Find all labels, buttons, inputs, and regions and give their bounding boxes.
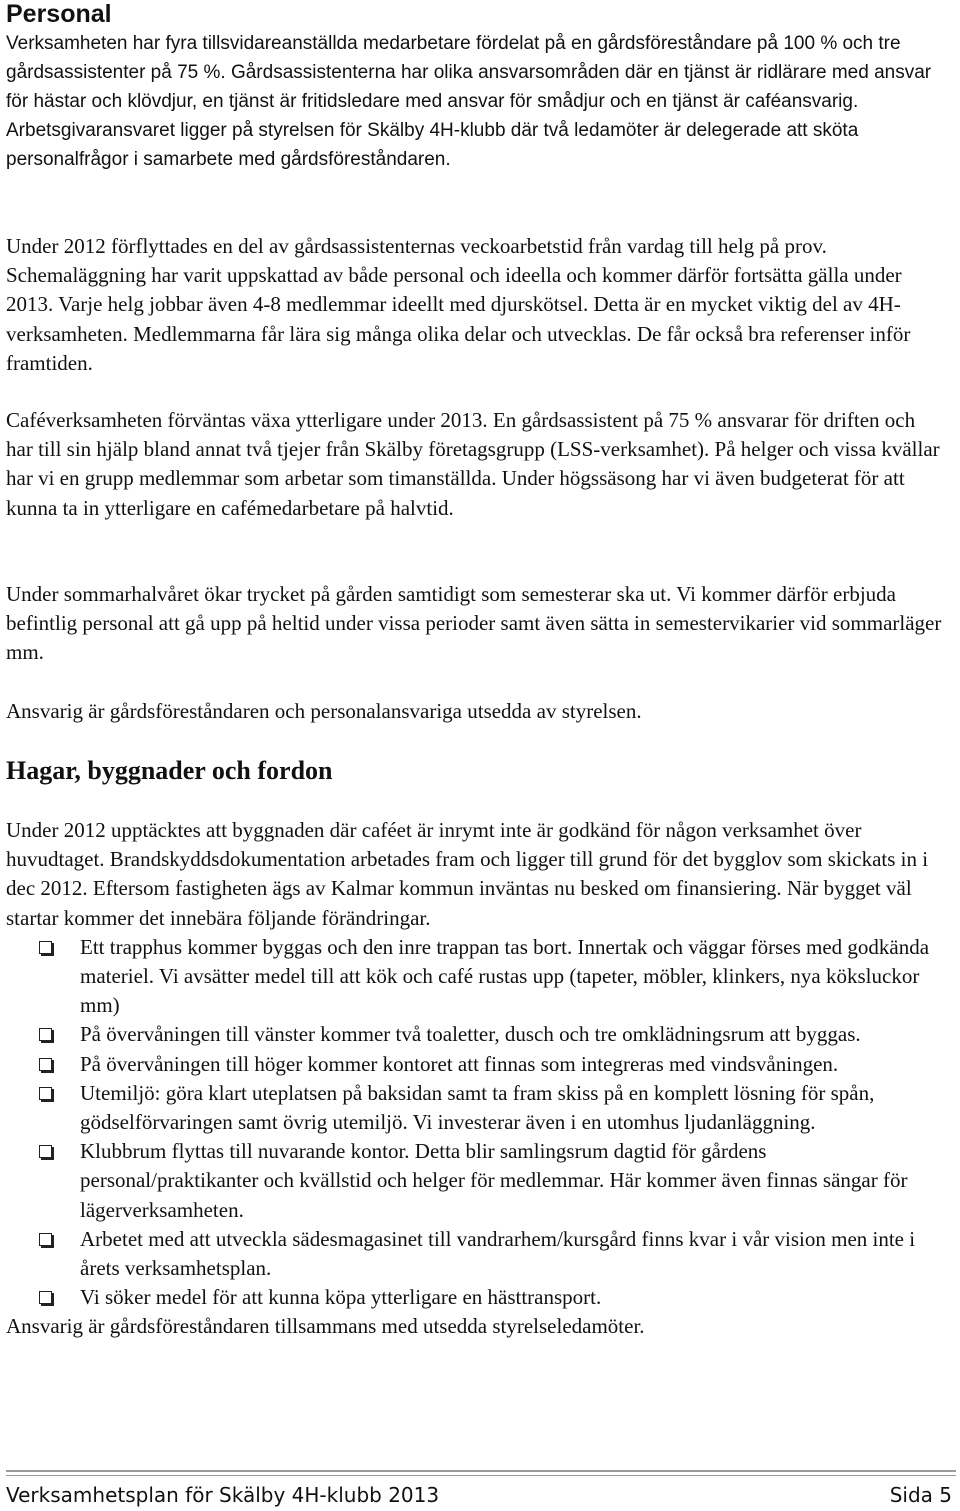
list-item: Vi söker medel för att kunna köpa ytterligare en hästtransport. — [6, 1283, 946, 1312]
footer-divider — [6, 1475, 956, 1476]
list-item: Arbetet med att utveckla sädesmagasinet till vandrarhem/kursgård finns kvar i vår vision men inte i årets verksamhetsplan. — [6, 1225, 946, 1283]
checkbox-bullet-icon — [39, 1087, 52, 1100]
page-footer — [6, 1470, 956, 1507]
checkbox-bullet-icon — [39, 1291, 52, 1304]
section-hagar — [6, 756, 946, 786]
section-personal — [6, 0, 946, 174]
paragraph-summer: Under sommarhalvåret ökar trycket på gården samtidigt som semesterar ska ut. Vi kommer därför erbjuda befintlig personal att gå upp på heltid under vissa perioder samt även sätta in semestervikarier vid sommarläger mm. — [6, 582, 942, 665]
paragraph-cafe: Caféverksamheten förväntas växa ytterligare under 2013. En gårdsassistent på 75 % ansvarar för driften och har till sin hjälp bland annat två tjejer från Skälby företagsgrupp (LSS-verksamhet). På helger och vissa kvällar har vi en grupp medlemmar som arbetar som timanställda. Under högssäsong har vi även budgeterat för att kunna ta in ytterligare en cafémedarbetare på halvtid. — [6, 408, 940, 520]
section-cafe — [6, 406, 946, 523]
list-item: På övervåningen till höger kommer kontoret att finnas som integreras med vindsvåningen. — [6, 1050, 946, 1079]
list-item: Klubbrum flyttas till nuvarande kontor. Detta blir samlingsrum dagtid för gårdens personal/praktikanter och kvällstid och helger för medlemmar. Här kommer även finnas sängar för lägerverksamheten. — [6, 1137, 946, 1225]
checkbox-bullet-icon — [39, 941, 52, 954]
paragraph-hagar-closing: Ansvarig är gårdsföreståndaren tillsammans med utsedda styrelseledamöter. — [6, 1314, 645, 1339]
paragraph-personal-staff: Verksamheten har fyra tillsvidareanställda medarbetare fördelat på en gårdsföreståndare på 100 % och tre gårdsassistenter på 75 %. Gårdsassistenterna har olika ansvarsområden där en tjänst är ridlärare med ansvar för hästar och klövdjur, en tjänst är fritidsledare med ansvar för smådjur och en tjänst är caféansvarig. Arbetsgivaransvaret ligger på styrelsen för Skälby 4H-klubb där två ledamöter är delegerade att sköta personalfrågor i samarbete med gårdsföreståndaren. — [6, 33, 932, 170]
heading-personal: Personal — [6, 0, 112, 28]
list-item: Utemiljö: göra klart uteplatsen på baksidan samt ta fram skiss på en komplett lösning för spån, gödselförvaringen samt övrig utemiljö. Vi investerar även i en utomhus ljudanläggning. — [6, 1079, 946, 1137]
section-hagar-body — [6, 816, 946, 1342]
checkbox-bullet-icon — [39, 1145, 52, 1158]
list-item: På övervåningen till vänster kommer två toaletter, dusch och tre omklädningsrum att byggas. — [6, 1020, 946, 1049]
footer-title: Verksamhetsplan för Skälby 4H-klubb 2013 — [6, 1483, 440, 1507]
checklist — [6, 933, 946, 1313]
page-number: Sida 5 — [889, 1483, 952, 1507]
paragraph-responsible: Ansvarig är gårdsföreståndaren och personalansvariga utsedda av styrelsen. — [6, 699, 642, 723]
checkbox-bullet-icon — [39, 1233, 52, 1246]
paragraph-hagar-intro: Under 2012 upptäcktes att byggnaden där caféet är inrymt inte är godkänd för någon verksamhet över huvudtaget. Brandskyddsdokumentation arbetades fram och ligger till grund för det bygglov som skickats in i dec 2012. Eftersom fastigheten ägs av Kalmar kommun inväntas nu besked om finansiering. När bygget väl startar kommer det innebära följande förändringar. — [6, 818, 929, 930]
paragraph-weekend-schedule: Under 2012 förflyttades en del av gårdsassistenternas veckoarbetstid från vardag till helg på prov. Schemaläggning har varit uppskattad av både personal och ideella och kommer därför fortsätta gälla under 2013. Varje helg jobbar även 4-8 medlemmar ideellt med djurskötsel. Detta är en mycket viktig del av 4H-verksamheten. Medlemmarna får lära sig många olika delar och utvecklas. De får också bra referenser inför framtiden. — [6, 234, 911, 375]
heading-hagar: Hagar, byggnader och fordon — [6, 756, 333, 785]
checkbox-bullet-icon — [39, 1058, 52, 1071]
list-item: Ett trapphus kommer byggas och den inre trappan tas bort. Innertak och väggar förses med godkända materiel. Vi avsätter medel till att kök och café rustas upp (tapeter, möbler, klinkers, nya köksluckor mm) — [6, 933, 946, 1021]
section-responsible — [6, 697, 946, 726]
section-summer — [6, 580, 946, 668]
section-personal-continued — [6, 232, 946, 378]
checkbox-bullet-icon — [39, 1028, 52, 1041]
